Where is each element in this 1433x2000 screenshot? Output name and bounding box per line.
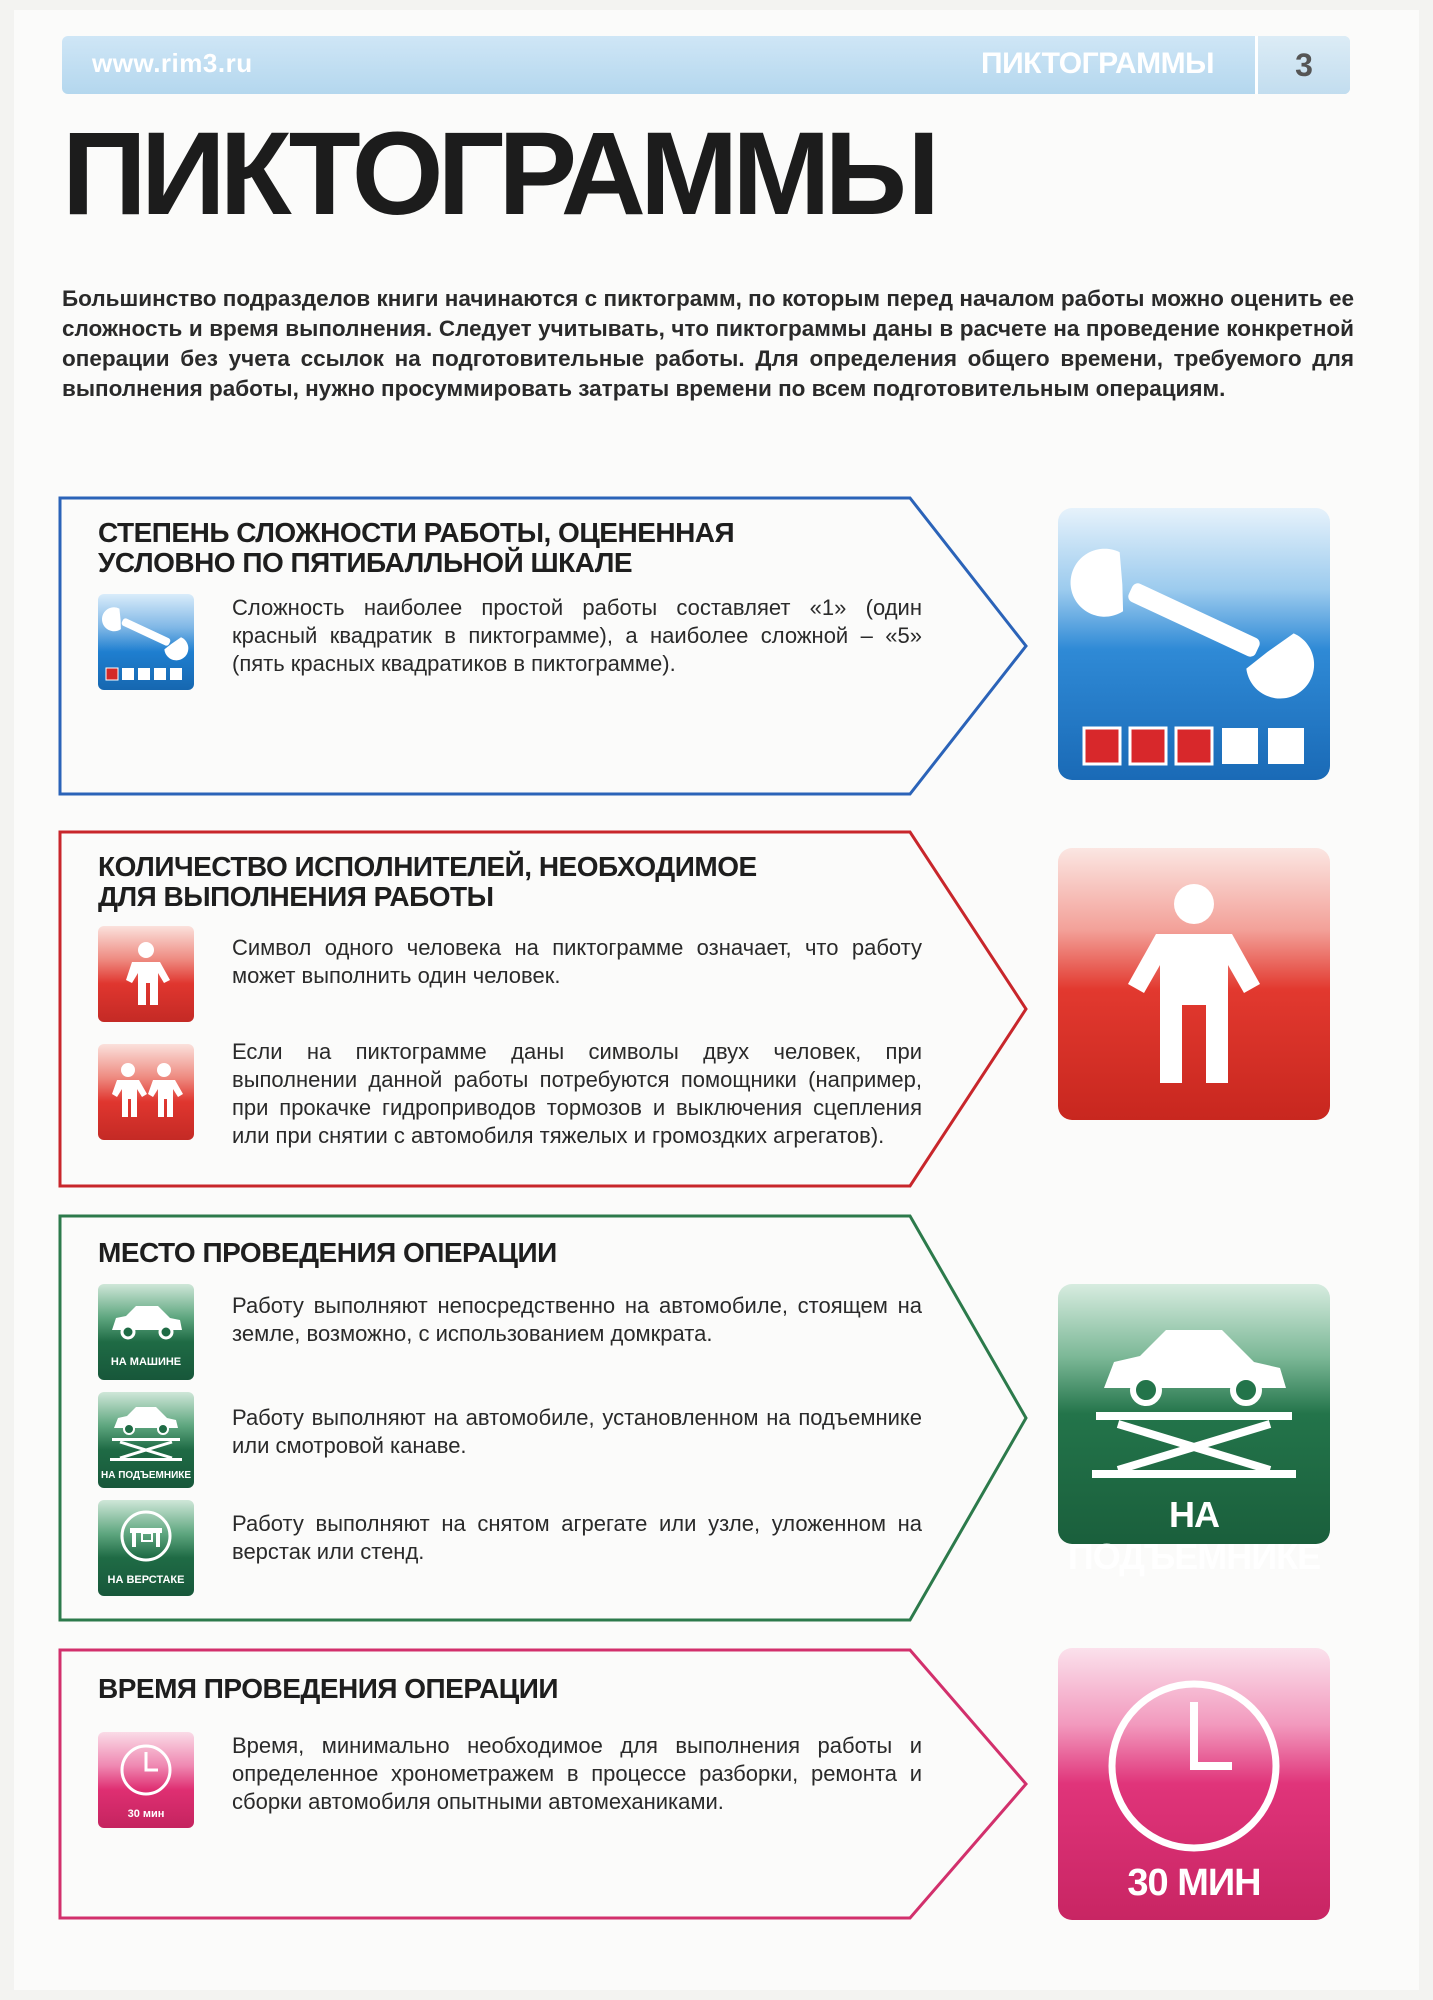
section-title <box>98 518 734 578</box>
workers-big-icon <box>1058 848 1330 1120</box>
time-description: Время, минимально необходимое для выполнения работы и определенное хронометражем в процессе разборки, ремонта и сборки автомобиля опытными автомеханиками. <box>232 1733 922 1814</box>
site-url[interactable]: www.rim3.ru <box>92 48 253 78</box>
person-icon <box>98 926 194 1022</box>
on-car-label: НА МАШИНЕ <box>110 1356 182 1368</box>
one-worker-description: Символ одного человека на пиктограмме означает, что работу может выполнить один человек. <box>232 935 922 988</box>
on-car-small-icon <box>98 1284 194 1380</box>
time-small-icon <box>98 1732 194 1828</box>
section-title-line2: УСЛОВНО ПО ПЯТИБАЛЛЬНОЙ ШКАЛЕ <box>98 547 633 578</box>
section-title: МЕСТО ПРОВЕДЕНИЯ ОПЕРАЦИИ <box>98 1237 557 1268</box>
section-workers <box>58 830 1028 1188</box>
section-place <box>58 1214 1028 1622</box>
on-bench-description: Работу выполняют на снятом агрегате или узле, уложенном на верстак или стенд. <box>232 1511 922 1564</box>
complexity-big-icon <box>1058 508 1330 780</box>
two-persons-icon <box>98 1044 194 1140</box>
page-header <box>62 36 1350 94</box>
on-lift-label: НА ПОДЪЕМНИКЕ <box>100 1470 192 1481</box>
header-section-name: ПИКТОГРАММЫ <box>981 47 1214 80</box>
intro-paragraph: Большинство подразделов книги начинаются с пиктограмм, по которым перед началом работы можно оценить ее сложность и время выполнения. Следует учитывать, что пиктограммы даны в расчете на проведение конкретной операции без учета ссылок на подготовительные работы. Для определения общего времени, требуемого для выполнения работы, нужно просуммировать затраты времени по всем подготовительным операциям. <box>62 286 1354 401</box>
section-complexity <box>58 496 1028 796</box>
wrench-icon <box>1058 508 1330 780</box>
two-workers-small-icon <box>98 1044 194 1140</box>
complexity-description: Сложность наиболее простой работы составляет «1» (один красный квадратик в пиктограмме), а наиболее сложной – «5» (пять красных квадратиков в пиктограмме). <box>232 595 922 676</box>
time-small-label: 30 мин <box>127 1808 165 1820</box>
section-title-line1: СТЕПЕНЬ СЛОЖНОСТИ РАБОТЫ, ОЦЕНЕННАЯ <box>98 517 735 548</box>
on-car-description: Работу выполняют непосредственно на автомобиле, стоящем на земле, возможно, с использованием домкрата. <box>232 1293 922 1346</box>
lift-icon <box>98 1392 194 1464</box>
one-worker-small-icon <box>98 926 194 1022</box>
on-lift-small-icon <box>98 1392 194 1488</box>
page-number: 3 <box>1255 36 1350 94</box>
person-icon <box>1058 848 1330 1120</box>
wrench-icon <box>98 594 194 690</box>
workbench-icon <box>98 1500 194 1570</box>
time-big-label: 30 МИН <box>1127 1862 1261 1904</box>
on-bench-label: НА ВЕРСТАКЕ <box>107 1574 185 1586</box>
place-big-icon <box>1058 1284 1330 1577</box>
complexity-squares <box>1084 728 1304 764</box>
complexity-small-icon <box>98 594 194 690</box>
lift-icon <box>1058 1284 1330 1484</box>
section-title-line1: КОЛИЧЕСТВО ИСПОЛНИТЕЛЕЙ, НЕОБХОДИМОЕ <box>98 851 757 882</box>
place-big-label: НА ПОДЪЕМНИКЕ <box>1067 1494 1321 1577</box>
page-title: ПИКТОГРАММЫ <box>62 108 935 240</box>
section-title <box>98 852 757 912</box>
clock-icon <box>1058 1648 1330 1858</box>
on-bench-small-icon <box>98 1500 194 1596</box>
on-lift-description: Работу выполняют на автомобиле, установленном на подъемнике или смотровой канаве. <box>232 1405 922 1458</box>
clock-icon <box>98 1732 194 1804</box>
two-workers-description: Если на пиктограмме даны символы двух человек, при выполнении данной работы потребуются помощники (например, при прокачке гидроприводов тормозов и выключения сцепления или при снятии с автомобиля тяжелых и громоздких агрегатов). <box>232 1039 922 1148</box>
section-title-line2: ДЛЯ ВЫПОЛНЕНИЯ РАБОТЫ <box>98 881 494 912</box>
car-icon <box>98 1284 194 1354</box>
time-big-icon <box>1058 1648 1330 1920</box>
section-time <box>58 1648 1028 1920</box>
section-title: ВРЕМЯ ПРОВЕДЕНИЯ ОПЕРАЦИИ <box>98 1673 558 1704</box>
